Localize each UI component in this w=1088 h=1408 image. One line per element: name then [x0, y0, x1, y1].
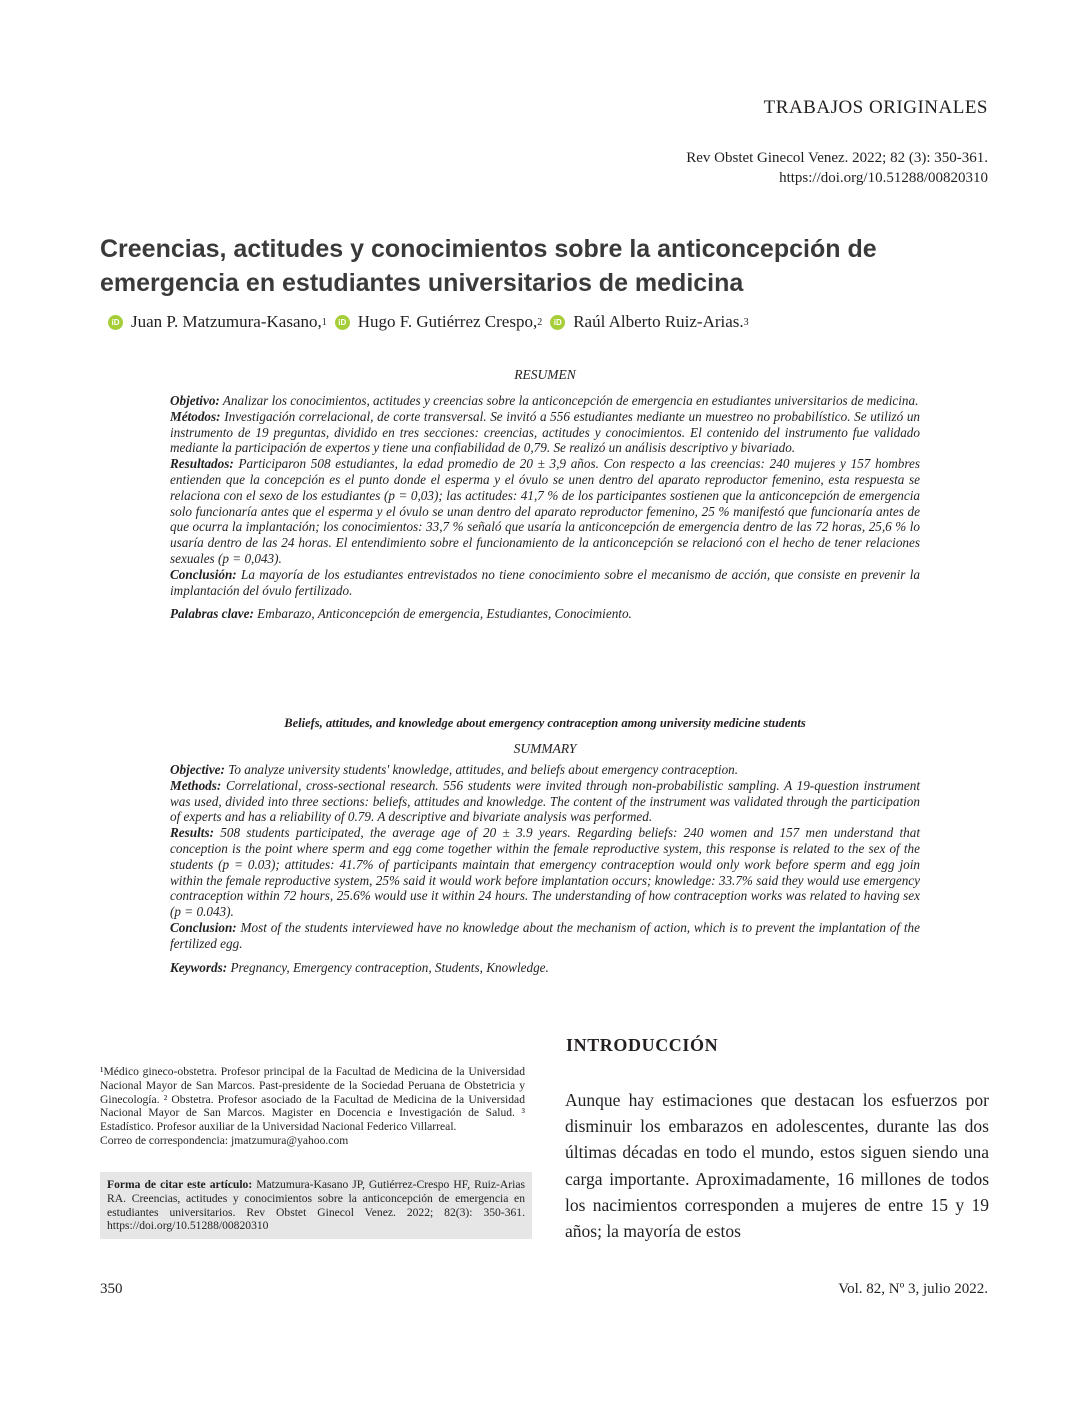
- section-label: TRABAJOS ORIGINALES: [763, 97, 988, 118]
- label: Conclusión:: [170, 566, 237, 582]
- resumen-conclusion: [170, 567, 920, 599]
- resumen-heading: RESUMEN: [514, 367, 576, 382]
- text: Investigación correlacional, de corte transversal. Se invitó a 556 estudiantes mediante un muestreo no probabilístico. Se utilizó un instrumento de 19 preguntas, dividido en tres secciones: creencias, actitudes y conocimientos. El contenido del instrumento fue validado mediante la participación de expertos y tiene una confiabilidad de 0,79. Se realizó un análisis descriptivo y bivariado.: [170, 408, 921, 456]
- affiliations-text: ¹Médico gineco-obstetra. Profesor principal de la Facultad de Medicina de la Universidad Nacional Mayor de San Marcos. Past-presidente de la Sociedad Peruana de Obstetricia y Ginecología. ² Obstetra. Profesor asociado de la Facultad de Medicina de la Universidad Nacional Mayor de San Marcos. Magister en Docencia e Investigación de Salud. ³ Estadístico. Profesor auxiliar de la Universidad Nacional Federico Villarreal.: [100, 1065, 525, 1134]
- text: Pregnancy, Emergency contraception, Students, Knowledge.: [230, 959, 549, 975]
- resumen-objetivo: [170, 393, 920, 409]
- author-affiliation-mark: 1: [321, 316, 327, 328]
- volume-info: Vol. 82, Nº 3, julio 2022.: [838, 1281, 988, 1297]
- summary-conclusion: [170, 920, 920, 952]
- summary-objective: [170, 762, 920, 778]
- summary-keywords: [170, 960, 920, 976]
- text: Correlational, cross-sectional research. 556 students were invited through non-probabilistic sampling. A 19-question instrument was used, divided into three sections: beliefs, attitudes and knowledge. The content of the instrument was validated through the participation of experts and has a reliability of 0.79. A descriptive and bivariate analysis was performed.: [170, 777, 921, 825]
- author-name: Hugo F. Gutiérrez Crespo,: [357, 312, 538, 331]
- text: Participaron 508 estudiantes, la edad promedio de 20 ± 3,9 años. Con respecto a las creencias: 240 mujeres y 157 hombres entienden que la concepción es el punto donde el esperma y el óvulo se unen dentro del aparato reproductor femenino, esta respuesta se relaciona con el sexo de los estudiantes (p = 0,03); las actitudes: 41,7 % de los participantes sostienen que la anticoncepción de emergencia solo funcionaría antes que el esperma y el óvulo se unan dentro del aparato reproductor femenino, 25 % manifestó que funcionaría antes de que ocurra la implantación; los conocimientos: 33,7 % señaló que usaría la anticoncepción de emergencia dentro de las 72 horas, 25,6 % lo usaría dentro de las 24 horas. El entendimiento sobre el funcionamiento de la anticoncepción se relacionó con el hecho de tener relaciones sexuales (p = 0,043).: [170, 456, 921, 566]
- citation-box: [100, 1172, 532, 1239]
- orcid-icon[interactable]: iD: [550, 315, 565, 330]
- label: Objective:: [170, 762, 225, 777]
- intro-paragraph: Aunque hay estimaciones que destacan los esfuerzos por disminuir los embarazos en adolescentes, durante las dos últimas décadas en todo el mundo, estos siguen siendo una carga importante. Aproximadamente, 16 millones de todos los nacimientos corresponden a mujeres de entre 15 y 19 años; la mayoría de estos: [565, 1090, 989, 1242]
- resumen-body: [170, 393, 920, 622]
- intro-heading: INTRODUCCIÓN: [566, 1035, 719, 1055]
- label: Métodos:: [170, 408, 221, 424]
- author-list: [108, 312, 749, 332]
- text: La mayoría de los estudiantes entrevistados no tiene conocimiento sobre el mecanismo de acción, que consiste en prevenir la implantación del óvulo fertilizado.: [170, 566, 920, 598]
- resumen-resultados: [170, 456, 920, 567]
- summary-body: [170, 762, 920, 975]
- orcid-icon[interactable]: iD: [108, 315, 123, 330]
- label: Conclusion:: [170, 919, 237, 935]
- author-name: Juan P. Matzumura-Kasano,: [131, 312, 322, 331]
- summary-results: [170, 825, 920, 920]
- label: Keywords:: [170, 959, 228, 975]
- author-affiliation-mark: 3: [743, 316, 749, 328]
- text: Most of the students interviewed have no knowledge about the mechanism of action, which is to prevent the implantation of the fertilized egg.: [170, 919, 920, 951]
- journal-reference: Rev Obstet Ginecol Venez. 2022; 82 (3): 350-361.: [686, 150, 988, 166]
- journal-citation: [686, 148, 988, 188]
- text: To analyze university students' knowledge, attitudes, and beliefs about emergency contraception.: [228, 762, 739, 777]
- page-number: 350: [100, 1281, 123, 1297]
- text: Embarazo, Anticoncepción de emergencia, Estudiantes, Conocimiento.: [257, 606, 632, 622]
- cite-label: Forma de citar este artículo:: [107, 1178, 253, 1191]
- label: Resultados:: [170, 456, 234, 472]
- doi-link[interactable]: https://doi.org/10.51288/00820310: [779, 170, 988, 186]
- label: Methods:: [170, 777, 222, 793]
- article-title: Creencias, actitudes y conocimientos sobre la anticoncepción de emergencia en estudiantes universitarios de medicina: [100, 235, 877, 297]
- author-name: Raúl Alberto Ruiz-Arias.: [573, 312, 744, 331]
- resumen-metodos: [170, 409, 920, 456]
- correspondence-email[interactable]: Correo de correspondencia: jmatzumura@yahoo.com: [100, 1133, 349, 1147]
- text: 508 students participated, the average age of 20 ± 3.9 years. Regarding beliefs: 240 women and 157 men understand that conception is the point where sperm and egg come together within the female reproductive system, this response is related to the sex of the students (p = 0.03); attitudes: 41.7% of participants maintain that emergency contraception would only work before sperm and egg join within the female reproductive system, 25% said it would work before implantation occurs; knowledge: 33.7% said they would use emergency contraception within 72 hours, 25.6% would use it within 24 hours. The understanding of how contraception works was related to having sex (p = 0.043).: [170, 825, 920, 920]
- label: Objetivo:: [170, 393, 220, 408]
- affiliations-footnote: [100, 1065, 525, 1148]
- cite-text: Matzumura-Kasano JP, Gutiérrez-Crespo HF, Ruiz-Arias RA. Creencias, actitudes y conocimientos sobre la anticoncepción de emergencia en estudiantes universitarios. Rev Obstet Ginecol Venez. 2022; 82(3): 350-361. https://doi.org/10.51288/00820310: [107, 1178, 526, 1233]
- summary-methods: [170, 778, 920, 825]
- english-title: Beliefs, attitudes, and knowledge about emergency contraception among university medicine students: [284, 716, 806, 730]
- text: Analizar los conocimientos, actitudes y creencias sobre la anticoncepción de emergencia en estudiantes universitarios de medicina.: [222, 393, 919, 408]
- resumen-keywords: [170, 606, 920, 622]
- summary-heading: SUMMARY: [513, 741, 577, 756]
- label: Results:: [170, 825, 214, 841]
- orcid-icon[interactable]: iD: [335, 315, 350, 330]
- author-affiliation-mark: 2: [537, 316, 543, 328]
- label: Palabras clave:: [170, 606, 254, 622]
